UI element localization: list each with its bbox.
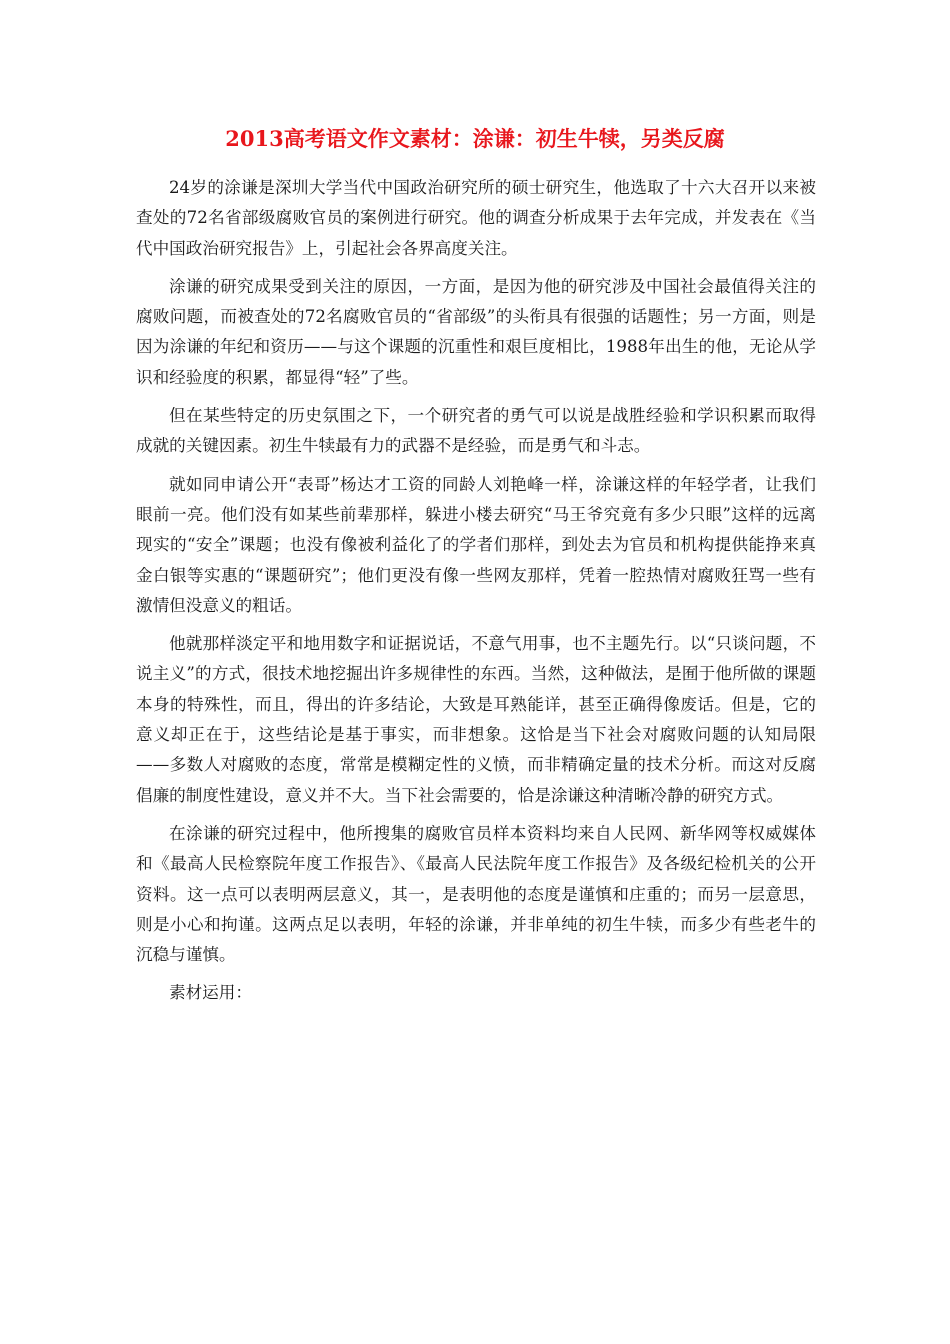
paragraph-5: 他就那样淡定平和地用数字和证据说话，不意气用事，也不主题先行。以“只谈问题，不说主义”的方式，很技术地挖掘出许多规律性的东西。当然，这种做法，是囿于他所做的课题本身的特殊性，而且，得出的许多结论，大致是耳熟能详，甚至正确得像废话。但是，它的意义却正在于，这些结论是基于事实，而非想象。这恰是当下社会对腐败问题的认知局限——多数人对腐败的态度，常常是模糊定性的义愤，而非精确定量的技术分析。而这对反腐倡廉的制度性建设，意义并不大。当下社会需要的，恰是涂谦这种清晰冷静的研究方式。 <box>136 634 816 805</box>
document-title: 2013高考语文作文素材：涂谦：初生牛犊，另类反腐 <box>225 126 725 151</box>
document-body <box>136 173 816 1017</box>
paragraph-1: 24岁的涂谦是深圳大学当代中国政治研究所的硕士研究生，他选取了十六大召开以来被查处的72名省部级腐败官员的案例进行研究。他的调查分析成果于去年完成，并发表在《当代中国政治研究报告》上，引起社会各界高度关注。 <box>136 178 816 258</box>
paragraph-3: 但在某些特定的历史氛围之下，一个研究者的勇气可以说是战胜经验和学识积累而取得成就的关键因素。初生牛犊最有力的武器不是经验，而是勇气和斗志。 <box>136 406 816 456</box>
paragraph-6: 在涂谦的研究过程中，他所搜集的腐败官员样本资料均来自人民网、新华网等权威媒体和《最高人民检察院年度工作报告》、《最高人民法院年度工作报告》及各级纪检机关的公开资料。这一点可以表明两层意义，其一，是表明他的态度是谨慎和庄重的；而另一层意思，则是小心和拘谨。这两点足以表明，年轻的涂谦，并非单纯的初生牛犊，而多少有些老牛的沉稳与谨慎。 <box>136 823 816 965</box>
paragraph-4: 就如同申请公开“表哥”杨达才工资的同龄人刘艳峰一样，涂谦这样的年轻学者，让我们眼前一亮。他们没有如某些前辈那样，躲进小楼去研究“马王爷究竟有多少只眼”这样的远离现实的“安全”课题；也没有像被利益化了的学者们那样，到处去为官员和机构提供能挣来真金白银等实惠的“课题研究”；他们更没有像一些网友那样，凭着一腔热情对腐败狂骂一些有激情但没意义的粗话。 <box>136 474 816 615</box>
section-label-material-usage: 素材运用： <box>169 983 252 1003</box>
paragraph-2: 涂谦的研究成果受到关注的原因，一方面，是因为他的研究涉及中国社会最值得关注的腐败问题，而被查处的72名腐败官员的“省部级”的头衔具有很强的话题性；另一方面，则是因为涂谦的年纪和资历——与这个课题的沉重性和艰巨度相比，1988年出生的他，无论从学识和经验度的积累，都显得“轻”了些。 <box>136 276 816 387</box>
